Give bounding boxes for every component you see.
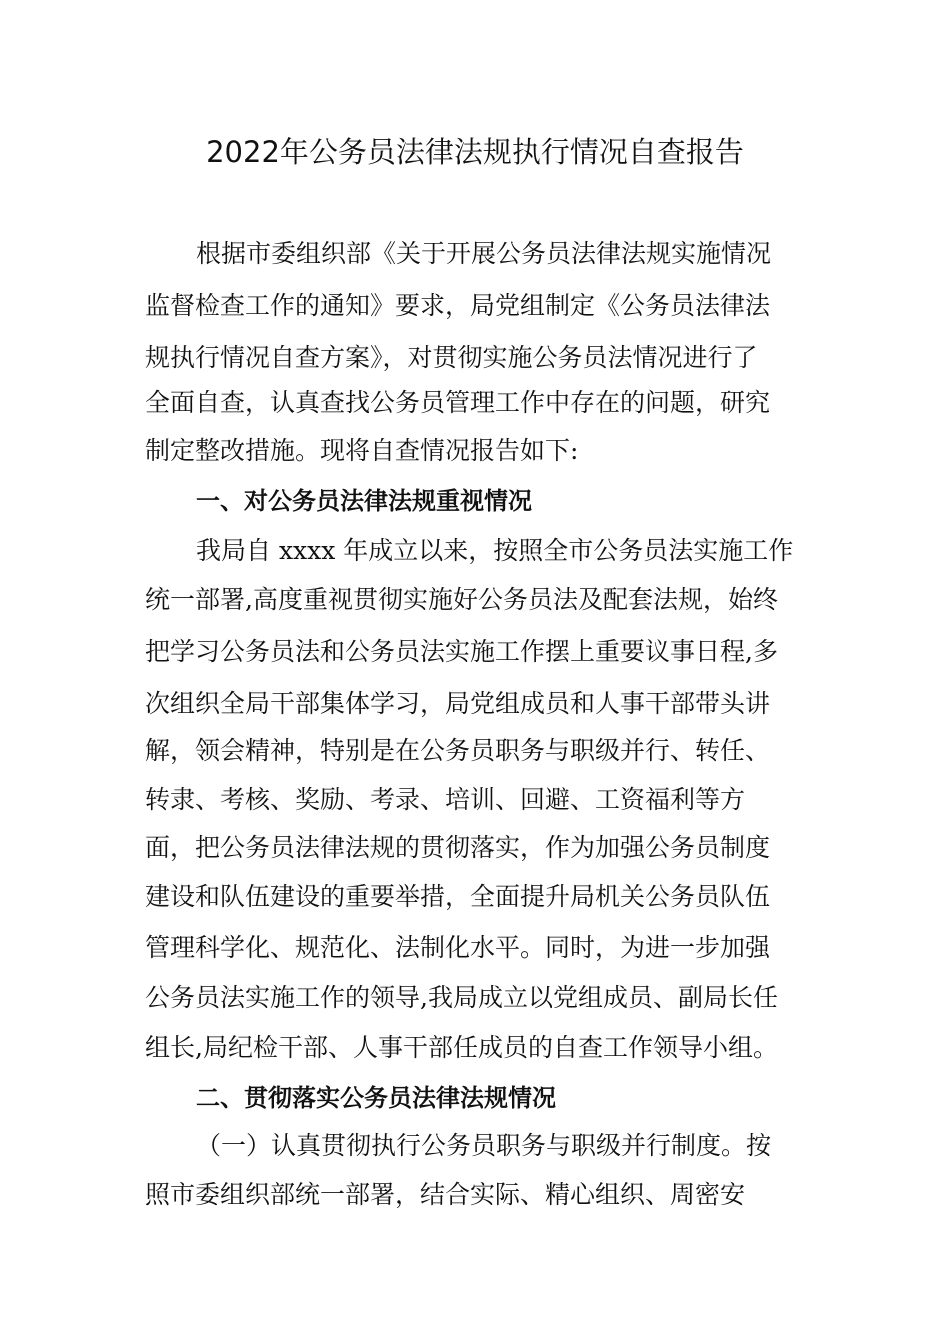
body-line-2: 监督检查工作的通知》要求，局党组制定《公务员法律法: [145, 291, 771, 320]
body-line-8: 把学习公务员法和公务员法实施工作摆上重要议事日程,多: [145, 637, 778, 666]
body-line-12: 面，把公务员法律法规的贯彻落实，作为加强公务员制度: [145, 833, 771, 862]
body-line-13: 建设和队伍建设的重要举措，全面提升局机关公务员队伍: [145, 882, 771, 911]
body-line-4: 全面自查，认真查找公务员管理工作中存在的问题，研究: [145, 388, 771, 417]
body-line-5: 制定整改措施。现将自查情况报告如下:: [145, 436, 579, 465]
body-line-7: 统一部署,高度重视贯彻实施好公务员法及配套法规，始终: [145, 585, 778, 614]
section-heading-2: 二、贯彻落实公务员法律法规情况: [196, 1084, 556, 1112]
body-line-1: 根据市委组织部《关于开展公务员法律法规实施情况: [196, 239, 772, 268]
body-line-11: 转隶、考核、奖励、考录、培训、回避、工资福利等方: [145, 785, 746, 814]
body-line-15: 公务员法实施工作的领导,我局成立以党组成员、副局长任: [145, 983, 778, 1012]
body-line-3: 规执行情况自查方案》，对贯彻实施公务员法情况进行了: [145, 343, 758, 372]
body-line-9: 次组织全局干部集体学习，局党组成员和人事干部带头讲: [145, 689, 771, 718]
body-line-10: 解，领会精神，特别是在公务员职务与职级并行、转任、: [145, 736, 771, 765]
document-title: 2022年公务员法律法规执行情况自查报告: [206, 135, 744, 169]
body-line-18: 照市委组织部统一部署，结合实际、精心组织、周密安: [145, 1180, 746, 1209]
section-heading-1: 一、对公务员法律法规重视情况: [196, 487, 532, 515]
body-line-17: （一）认真贯彻执行公务员职务与职级并行制度。按: [196, 1131, 772, 1160]
body-line-14: 管理科学化、规范化、法制化水平。同时，为进一步加强: [145, 933, 771, 962]
body-line-6: 我局自 xxxx 年成立以来，按照全市公务员法实施工作: [196, 536, 794, 565]
body-line-16: 组长,局纪检干部、人事干部任成员的自查工作领导小组。: [145, 1033, 778, 1062]
